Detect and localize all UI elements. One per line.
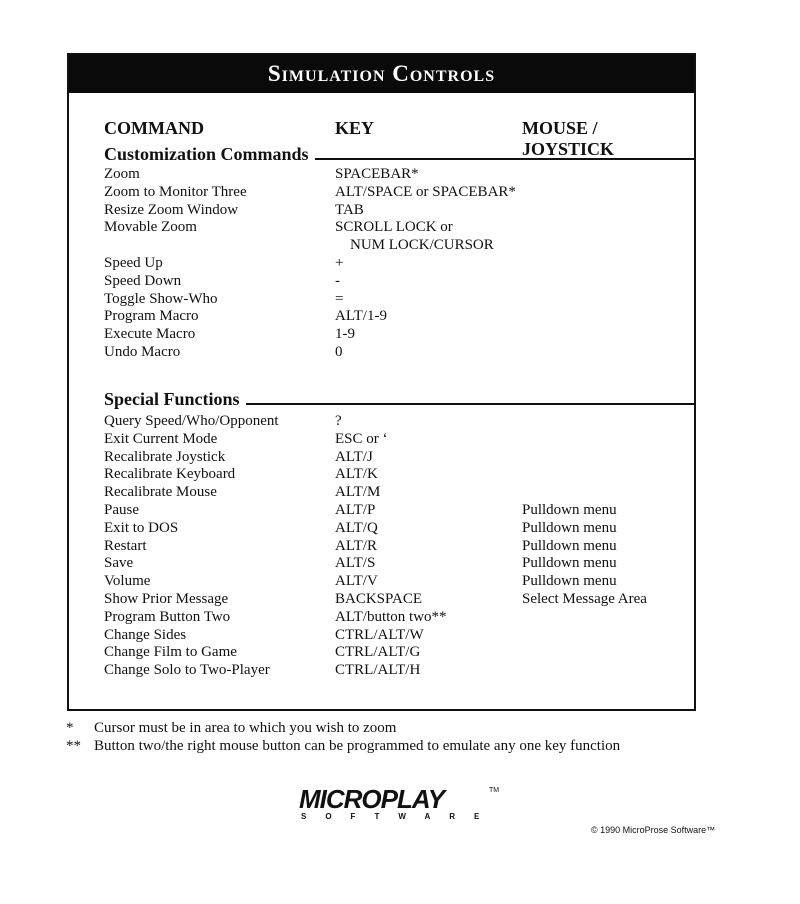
header-command: COMMAND	[104, 118, 204, 138]
command-cell: Save	[104, 555, 134, 572]
copyright-notice: © 1990 MicroProse Software™	[591, 825, 716, 835]
key-cell: SPACEBAR*	[335, 166, 419, 182]
key-cell: ALT/1-9	[335, 308, 387, 325]
table-row	[104, 573, 694, 591]
header-key: KEY	[335, 118, 375, 138]
command-cell: Speed Up	[104, 254, 163, 271]
table-row	[104, 184, 694, 202]
mouse-cell: Pulldown menu	[522, 501, 617, 518]
command-cell: Toggle Show-Who	[104, 290, 218, 307]
footnote-mark: **	[66, 738, 81, 754]
key-cell: 0	[335, 343, 343, 360]
key-cell: ALT/Q	[335, 519, 378, 536]
table-row	[104, 609, 694, 627]
mouse-cell: Pulldown menu	[522, 573, 617, 590]
table-row	[104, 538, 694, 556]
key-cell: CTRL/ALT/G	[335, 644, 421, 661]
table-row	[104, 166, 694, 184]
key-cell: ESC or ‘	[335, 430, 388, 447]
key-cell: ALT/P	[335, 501, 376, 518]
table-row	[104, 237, 694, 255]
key-cell: 1-9	[335, 326, 355, 343]
command-cell: Query Speed/Who/Opponent	[104, 413, 279, 429]
footnote-text: Button two/the right mouse button can be programmed to emulate any one key function	[94, 738, 621, 754]
mouse-cell: Pulldown menu	[522, 537, 617, 554]
mouse-cell: Pulldown menu	[522, 555, 617, 572]
table-row	[104, 255, 694, 273]
table-row	[104, 520, 694, 538]
section-customization-title: Customization Commands	[104, 144, 309, 164]
key-cell: =	[335, 290, 344, 307]
header-mouse-joystick: MOUSE / JOYSTICK	[522, 118, 615, 159]
table-row	[104, 484, 694, 502]
banner-title: Simulation Controls	[69, 55, 694, 93]
key-cell: ALT/J	[335, 448, 373, 465]
table-row	[104, 627, 694, 645]
command-cell: Zoom	[104, 166, 140, 182]
command-cell: Pause	[104, 501, 139, 518]
table-row	[104, 291, 694, 309]
section-special-heading	[104, 389, 694, 410]
command-cell: Speed Down	[104, 272, 182, 289]
mouse-cell: Select Message Area	[522, 590, 647, 607]
command-cell: Zoom to Monitor Three	[104, 183, 247, 200]
command-cell: Recalibrate Mouse	[104, 484, 217, 501]
table-row	[104, 326, 694, 344]
microplay-logo	[299, 786, 499, 820]
table-row	[104, 449, 694, 467]
table-row	[104, 202, 694, 220]
table-row	[104, 555, 694, 573]
table-row	[104, 273, 694, 291]
table-row	[104, 219, 694, 237]
logo-trademark: TM	[489, 787, 500, 794]
command-cell: Recalibrate Joystick	[104, 448, 226, 465]
key-cell: NUM LOCK/CURSOR	[350, 237, 494, 254]
table-row	[104, 502, 694, 520]
key-cell: ALT/SPACE or SPACEBAR*	[335, 183, 516, 200]
key-cell: ALT/button two**	[335, 608, 447, 625]
command-cell: Exit to DOS	[104, 519, 179, 536]
section-customization-heading	[104, 144, 694, 165]
command-cell: Resize Zoom Window	[104, 201, 239, 218]
command-cell: Undo Macro	[104, 343, 181, 360]
customization-rows	[104, 166, 694, 362]
command-cell: Change Solo to Two-Player	[104, 662, 270, 679]
command-cell: Execute Macro	[104, 326, 196, 343]
section-special-title: Special Functions	[104, 389, 240, 409]
key-cell: ALT/S	[335, 555, 376, 572]
command-cell: Restart	[104, 537, 147, 554]
command-cell: Movable Zoom	[104, 219, 197, 236]
key-cell: BACKSPACE	[335, 590, 422, 607]
key-cell: +	[335, 254, 344, 271]
table-row	[104, 644, 694, 662]
section-rule	[246, 403, 694, 405]
command-cell: Program Macro	[104, 308, 199, 325]
table-row	[104, 466, 694, 484]
key-cell: ALT/V	[335, 573, 378, 590]
special-rows	[104, 413, 694, 680]
command-cell: Volume	[104, 573, 151, 590]
table-row	[104, 344, 694, 362]
key-cell: SCROLL LOCK or	[335, 219, 453, 236]
table-row	[104, 413, 694, 431]
command-cell: Show Prior Message	[104, 590, 229, 607]
key-cell: ALT/K	[335, 466, 378, 483]
logo-wordmark: MICROPLAY	[299, 784, 445, 814]
table-row	[104, 591, 694, 609]
section-rule	[315, 158, 694, 160]
table-row	[104, 662, 694, 680]
key-cell: TAB	[335, 201, 364, 218]
footnote-mark: *	[66, 720, 74, 736]
key-cell: ALT/R	[335, 537, 377, 554]
controls-card	[67, 53, 696, 711]
command-cell: Change Sides	[104, 626, 187, 643]
footnote-text: Cursor must be in area to which you wish to zoom	[94, 720, 397, 736]
logo-subtitle: SOFTWARE	[301, 812, 499, 821]
key-cell: CTRL/ALT/W	[335, 626, 424, 643]
command-cell: Recalibrate Keyboard	[104, 466, 236, 483]
key-cell: CTRL/ALT/H	[335, 662, 421, 679]
key-cell: ALT/M	[335, 484, 381, 501]
table-row	[104, 308, 694, 326]
command-cell: Change Film to Game	[104, 644, 237, 661]
command-cell: Program Button Two	[104, 608, 231, 625]
key-cell: -	[335, 272, 340, 289]
command-cell: Exit Current Mode	[104, 430, 218, 447]
table-row	[104, 431, 694, 449]
mouse-cell: Pulldown menu	[522, 519, 617, 536]
key-cell: ?	[335, 413, 342, 429]
